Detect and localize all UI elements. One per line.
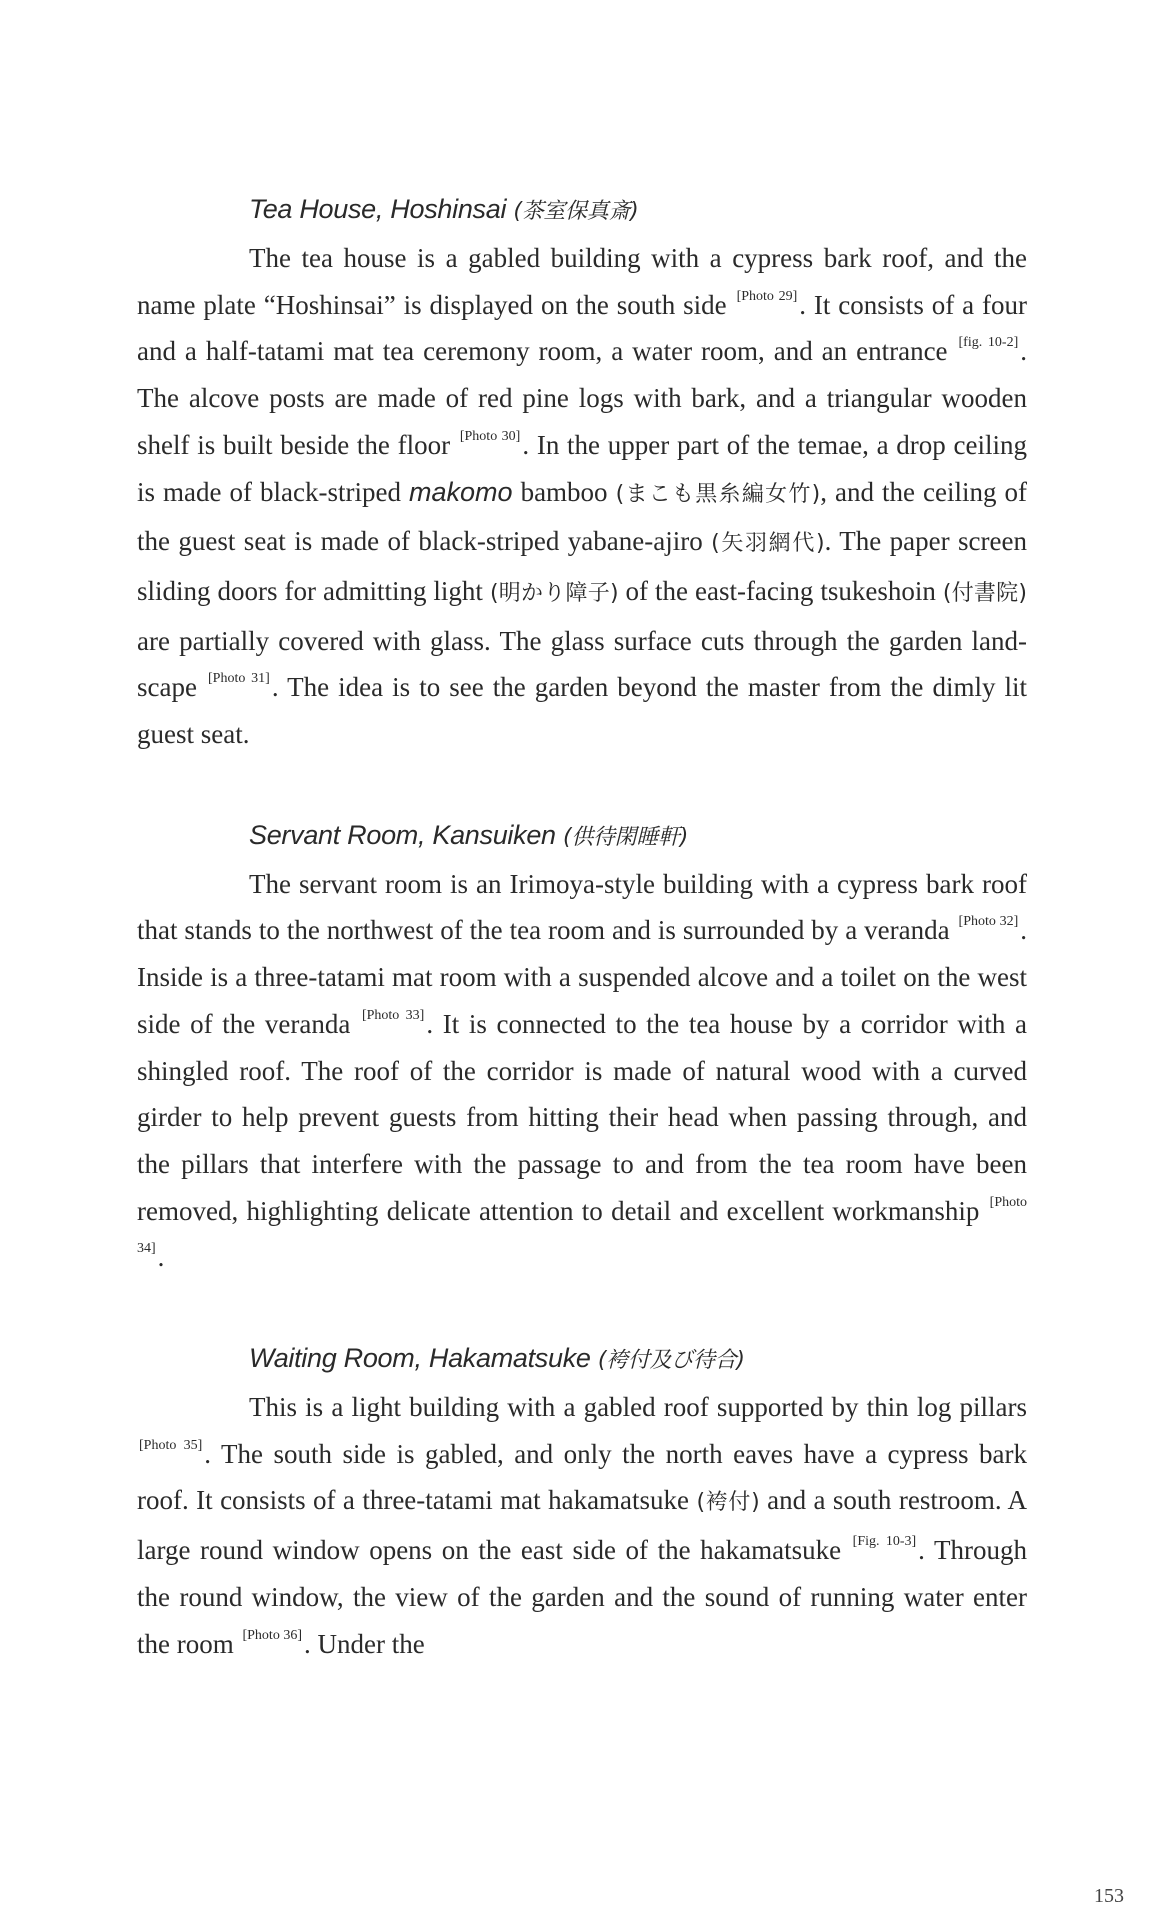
reference-marker: [Photo 31] bbox=[208, 671, 270, 687]
text-run: . The idea is to see the garden beyond the master from the dimly lit guest seat. bbox=[137, 672, 1027, 750]
reference-marker: [Photo 34] bbox=[137, 1194, 1027, 1257]
reference-marker: [Photo 32] bbox=[958, 914, 1019, 930]
page-body bbox=[137, 190, 1027, 1725]
text-run: . In the upper part of the temae, a drop ceiling is made of black-striped bbox=[137, 429, 1027, 507]
section-servant-room bbox=[137, 816, 1027, 1281]
section-title bbox=[137, 190, 1027, 231]
text-run: of the east-facing tsukeshoin bbox=[618, 575, 943, 606]
reference-marker: [fig. 10-2] bbox=[958, 335, 1019, 351]
section-waiting-room bbox=[137, 1339, 1027, 1667]
reference-marker: [Photo 35] bbox=[139, 1437, 203, 1453]
text-run: . The paper screen sliding doors for admitting light bbox=[137, 526, 1027, 606]
page-number: 153 bbox=[1094, 1885, 1124, 1907]
section-title-text: Waiting Room, Hakamatsuke bbox=[249, 1343, 591, 1374]
section-title-jp: (供待閑睡軒) bbox=[562, 824, 689, 850]
japanese-term: (付書院) bbox=[942, 580, 1027, 606]
section-paragraph bbox=[137, 861, 1027, 1281]
text-run: . The south side is gabled, and only the north eaves have a cypress bark roof. It consists of a three-tatami mat hakamatsuke bbox=[137, 1438, 1027, 1516]
reference-marker: [Photo 36] bbox=[242, 1627, 302, 1643]
reference-marker: [Photo 30] bbox=[459, 428, 521, 444]
text-run: . Through the round window, the view of the garden and the sound of running water enter the room bbox=[137, 1535, 1027, 1659]
section-paragraph bbox=[137, 235, 1027, 758]
text-run: This is a light building with a gabled roof supported by thin log pillars bbox=[249, 1392, 1027, 1423]
reference-marker: [Photo 29] bbox=[736, 288, 798, 304]
text-run: . It is connected to the tea house by a corridor with a shingled roof. The roof of the corridor is made of natural wood with a curved girder to help prevent guests from hitting their head when passing through, and the pillars that interfere with the passage to and from the tea room have been removed, highlighting delicate attention to detail and excellent workmanship bbox=[137, 1008, 1027, 1226]
text-run: . It consists of a four and a half-tatami mat tea ceremony room, a water room, and an entrance bbox=[137, 289, 1028, 367]
section-tea-house bbox=[137, 190, 1027, 758]
reference-marker: [Fig. 10-3] bbox=[852, 1534, 917, 1550]
section-title bbox=[137, 816, 1027, 857]
text-run: , and the ceiling of the guest seat is made of black-striped yabane-ajiro bbox=[137, 476, 1027, 557]
text-run: are partially covered with glass. The glass surface cuts through the garden landscape bbox=[137, 625, 1027, 703]
text-run: bamboo bbox=[512, 476, 616, 507]
japanese-term: (矢羽網代) bbox=[711, 531, 825, 557]
japanese-term: (まこも黒糸編女竹) bbox=[615, 481, 821, 507]
section-title-text: Servant Room, Kansuiken bbox=[249, 819, 556, 850]
text-run: The tea house is a gabled building with a cypress bark roof, and the name plate “Hoshinsai” is displayed on the south side bbox=[137, 243, 1027, 320]
section-title bbox=[137, 1339, 1027, 1380]
text-run: . bbox=[157, 1242, 165, 1273]
reference-marker: [Photo 33] bbox=[361, 1007, 425, 1023]
section-paragraph bbox=[137, 1384, 1027, 1667]
section-title-jp: (茶室保真斎) bbox=[513, 199, 639, 224]
japanese-term: (袴付) bbox=[696, 1490, 760, 1516]
section-title-text: Tea House, Hoshinsai bbox=[249, 194, 507, 224]
text-run: . The alcove posts are made of red pine logs with bark, and a triangular wooden shelf is built beside the floor bbox=[137, 336, 1027, 460]
section-title-jp: (袴付及び待合) bbox=[597, 1348, 745, 1374]
text-run: and a south restroom. A large round window opens on the east side of the hakamatsuke bbox=[137, 1485, 1028, 1566]
japanese-term: (明かり障子) bbox=[489, 580, 619, 606]
text-run: The servant room is an Irimoya-style building with a cypress bark roof that stands to the northwest of the tea room and is surrounded by a veranda bbox=[137, 868, 1027, 946]
text-run: . Inside is a three-tatami mat room with a suspended alcove and a toilet on the west side of the veranda bbox=[137, 915, 1027, 1039]
text-run: . Under the bbox=[303, 1628, 425, 1659]
italic-term: makomo bbox=[409, 476, 513, 507]
